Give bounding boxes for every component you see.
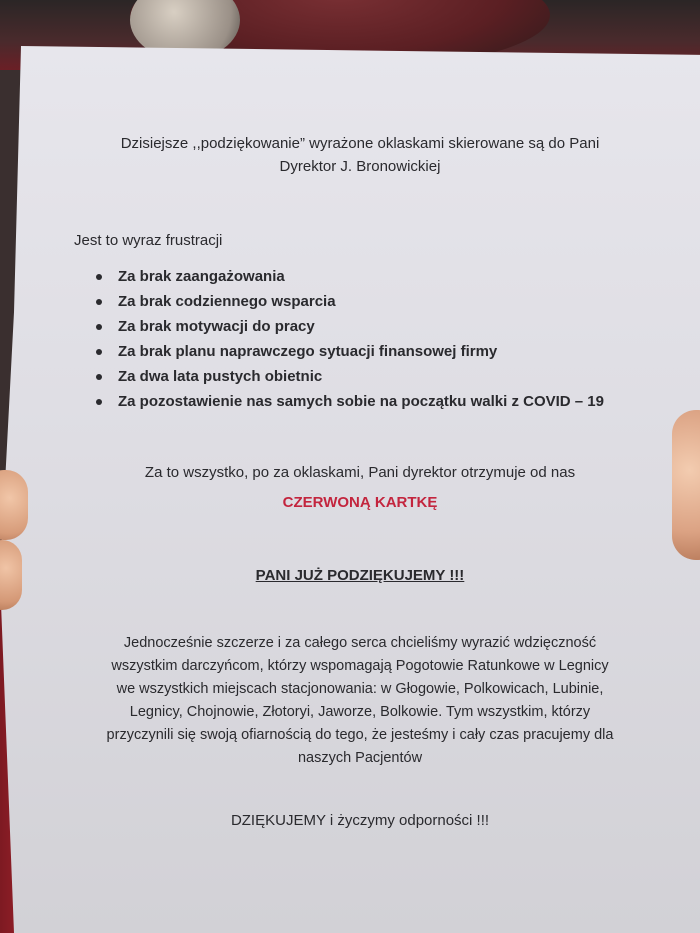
intro-line-1: Dzisiejsze ,,podziękowanie” wyrażone oklaskami skierowane są do Pani [120,135,600,152]
closing-text: DZIĘKUJEMY i życzymy odporności !!! [230,812,490,829]
lead-text: Jest to wyraz frustracji [74,232,223,249]
reasons-list [96,264,604,414]
list-item: Za dwa lata pustych obietnic [96,364,604,389]
paragraph-line: naszych Pacjentów [297,750,423,766]
list-item: Za brak motywacji do pracy [96,314,604,339]
paragraph-line: Legnicy, Chojnowie, Złotoryi, Jaworze, Bolkowie. Tym wszystkim, którzy [129,704,591,720]
list-item: Za pozostawienie nas samych sobie na początku walki z COVID – 19 [96,389,604,414]
list-item: Za brak planu naprawczego sytuacji finansowej firmy [96,339,604,364]
gratitude-paragraph [80,632,640,770]
list-item: Za brak zaangażowania [96,264,604,289]
thanks-heading: PANI JUŻ PODZIĘKUJEMY !!! [255,567,465,584]
intro-line-2: Dyrektor J. Bronowickiej [279,158,441,175]
paragraph-line: wszystkim darczyńcom, którzy wspomagają Pogotowie Ratunkowe w Legnicy [111,658,609,674]
second-statement: Za to wszystko, po za oklaskami, Pani dyrektor otrzymuje od nas [144,464,576,481]
intro-text [60,132,660,178]
list-item: Za brak codziennego wsparcia [96,289,604,314]
paragraph-line: we wszystkich miejscach stacjonowania: w Głogowie, Polkowicach, Lubinie, [116,681,604,697]
paragraph-line: Jednocześnie szczerze i za całego serca chcieliśmy wyrazić wdzięczność [123,635,597,651]
red-card-text: CZERWONĄ KARTKĘ [282,494,438,511]
paragraph-line: przyczynili się swoją ofiarnością do tego, że jesteśmy i cały czas pracujemy dla [106,727,614,743]
